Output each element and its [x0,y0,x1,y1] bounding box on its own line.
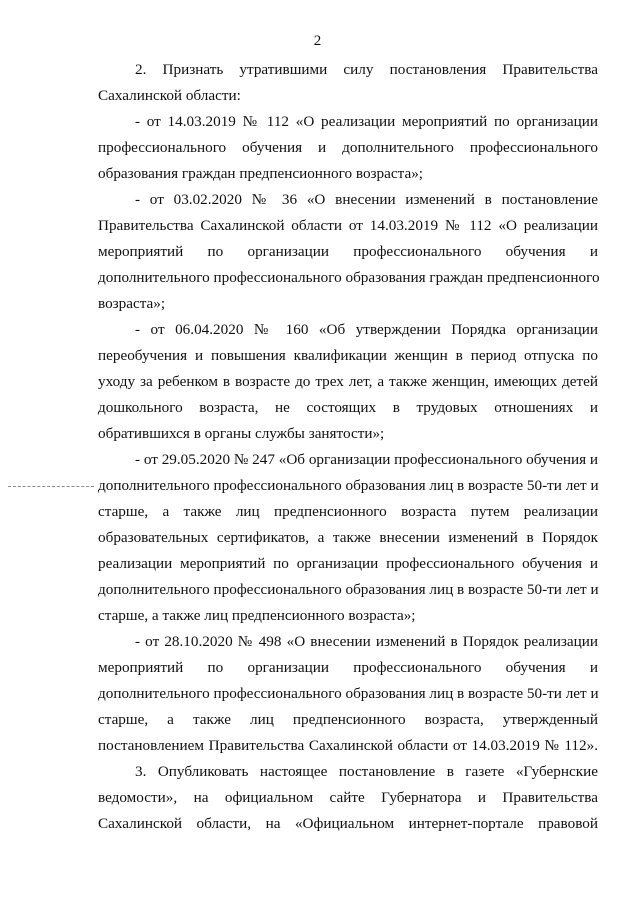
text-line: - от 14.03.2019 № 112 «О реализации мероприятий по организации [135,113,598,130]
text-line: - от 03.02.2020 № 36 «О внесении изменений в постановление [135,191,598,208]
text-line: дополнительного профессионального образования лиц в возрасте 50-ти лет и [98,477,599,494]
page-number: 2 [313,33,322,49]
margin-dashed-mark [8,486,94,487]
text-line: ведомости», на официальном сайте Губернатора и Правительства [98,789,598,806]
text-line: Сахалинской области: [98,87,241,104]
text-line: Сахалинской области, на «Официальном интернет-портале правовой [98,815,598,832]
text-line: старше, а также лиц предпенсионного возраста»; [98,607,416,624]
text-line: - от 28.10.2020 № 498 «О внесении изменений в Порядок реализации [135,633,598,650]
text-line: обратившихся в органы службы занятости»; [98,425,385,442]
text-line: мероприятий по организации профессионального обучения и [98,243,598,260]
text-line: дополнительного профессионального образования лиц в возрасте 50-ти лет и [98,581,599,598]
text-line: 2. Признать утратившими силу постановления Правительства [135,61,598,78]
text-line: - от 06.04.2020 № 160 «Об утверждении Порядка организации [135,321,598,338]
text-line: уходу за ребенком в возрасте до трех лет, а также женщин, имеющих детей [98,373,598,390]
text-line: реализации мероприятий по организации профессионального обучения и [98,555,598,572]
text-line: дополнительного профессионального образования лиц в возрасте 50-ти лет и [98,685,599,702]
text-line: - от 29.05.2020 № 247 «Об организации профессионального обучения и [135,451,598,468]
text-line: дошкольного возраста, не состоящих в трудовых отношениях и [98,399,598,416]
text-line: возраста»; [98,295,166,312]
text-line: Правительства Сахалинской области от 14.03.2019 № 112 «О реализации [98,217,598,234]
text-line: переобучения и повышения квалификации женщин в период отпуска по [98,347,598,364]
text-line: образования граждан предпенсионного возраста»; [98,165,424,182]
text-line: мероприятий по организации профессионального обучения и [98,659,598,676]
text-line: образовательных сертификатов, а также внесении изменений в Порядок [98,529,598,546]
text-line: дополнительного профессионального образования граждан предпенсионного [98,269,600,286]
text-line: старше, а также лиц предпенсионного возраста путем реализации [98,503,598,520]
text-line: профессионального обучения и дополнительного профессионального [98,139,598,156]
text-line: старше, а также лиц предпенсионного возраста, утвержденный [98,711,598,728]
text-line: постановлением Правительства Сахалинской области от 14.03.2019 № 112». [98,737,598,754]
text-line: 3. Опубликовать настоящее постановление в газете «Губернские [135,763,598,780]
